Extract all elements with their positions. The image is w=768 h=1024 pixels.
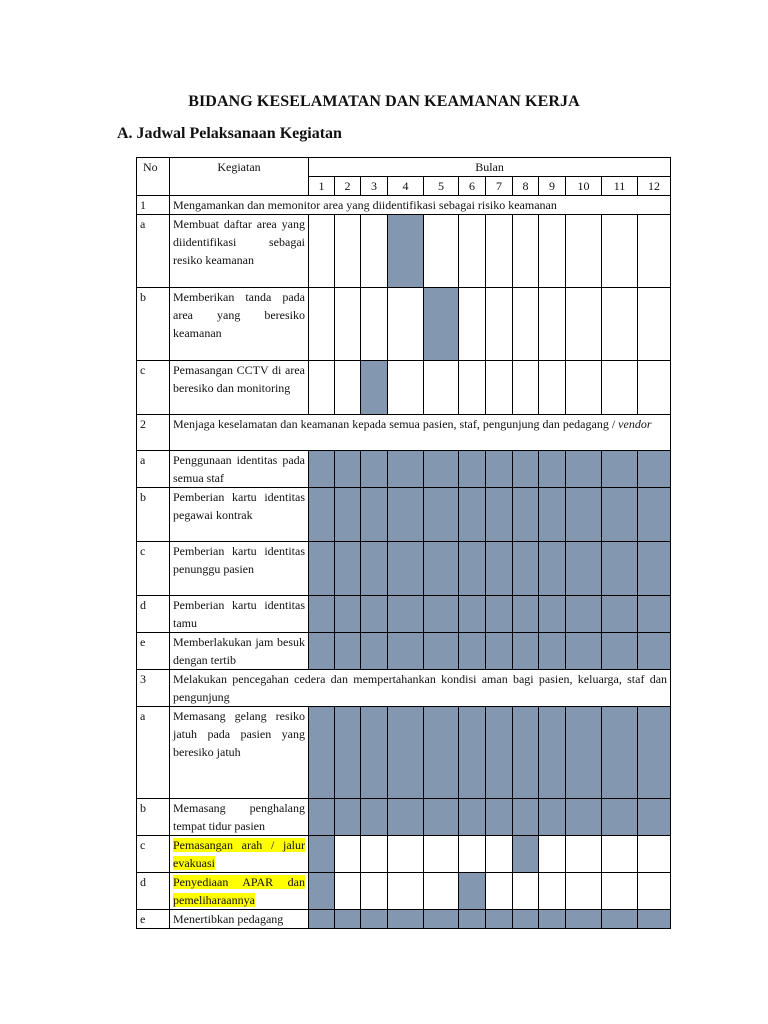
schedule-cell-month-1 (309, 288, 335, 361)
schedule-cell-month-10 (566, 910, 602, 929)
schedule-cell-month-3 (361, 633, 388, 670)
schedule-cell-month-8 (513, 542, 539, 596)
schedule-cell-month-6 (459, 596, 486, 633)
schedule-cell-month-7 (486, 488, 513, 542)
activity-name (170, 288, 309, 361)
schedule-cell-month-10 (566, 836, 602, 873)
schedule-cell-month-3 (361, 215, 388, 288)
group-description-text: Mengamankan dan memonitor area yang diidentifikasi sebagai risiko keamanan (173, 198, 557, 212)
table-body (137, 196, 671, 929)
schedule-cell-month-8 (513, 596, 539, 633)
schedule-cell-month-3 (361, 288, 388, 361)
schedule-cell-month-12 (638, 288, 671, 361)
activity-letter: e (137, 633, 170, 670)
activity-letter: a (137, 451, 170, 488)
schedule-cell-month-12 (638, 542, 671, 596)
schedule-cell-month-2 (335, 288, 361, 361)
schedule-cell-month-8 (513, 361, 539, 415)
schedule-cell-month-6 (459, 215, 486, 288)
schedule-cell-month-1 (309, 596, 335, 633)
schedule-cell-month-7 (486, 288, 513, 361)
schedule-cell-month-4 (388, 361, 424, 415)
schedule-cell-month-9 (539, 799, 566, 836)
schedule-cell-month-4 (388, 596, 424, 633)
schedule-cell-month-8 (513, 451, 539, 488)
schedule-cell-month-10 (566, 288, 602, 361)
schedule-cell-month-10 (566, 451, 602, 488)
schedule-cell-month-10 (566, 873, 602, 910)
activity-row (137, 542, 671, 596)
month-header-6: 6 (459, 177, 486, 196)
schedule-cell-month-1 (309, 488, 335, 542)
month-header-1: 1 (309, 177, 335, 196)
schedule-cell-month-2 (335, 488, 361, 542)
schedule-cell-month-8 (513, 910, 539, 929)
schedule-cell-month-4 (388, 215, 424, 288)
header-activity: Kegiatan (170, 158, 309, 196)
schedule-cell-month-9 (539, 542, 566, 596)
activity-name-text: Pemberian kartu identitas tamu (173, 598, 305, 630)
header-no: No (137, 158, 170, 196)
schedule-cell-month-6 (459, 488, 486, 542)
schedule-cell-month-9 (539, 910, 566, 929)
activity-name (170, 542, 309, 596)
activity-name-text: Penyediaan APAR dan pemeliharaannya (173, 875, 305, 907)
schedule-cell-month-12 (638, 836, 671, 873)
schedule-cell-month-11 (602, 451, 638, 488)
schedule-cell-month-7 (486, 910, 513, 929)
schedule-cell-month-11 (602, 215, 638, 288)
group-number: 3 (137, 670, 170, 707)
schedule-cell-month-9 (539, 873, 566, 910)
schedule-cell-month-10 (566, 707, 602, 799)
schedule-cell-month-9 (539, 451, 566, 488)
activity-row (137, 596, 671, 633)
group-description (170, 415, 671, 451)
group-description-italic: vendor (618, 417, 652, 431)
schedule-cell-month-3 (361, 910, 388, 929)
month-header-9: 9 (539, 177, 566, 196)
group-row (137, 196, 671, 215)
schedule-cell-month-10 (566, 488, 602, 542)
activity-name-text: Pemasangan CCTV di area beresiko dan monitoring (173, 363, 305, 395)
activity-name-text: Memasang gelang resiko jatuh pada pasien yang beresiko jatuh (173, 709, 305, 759)
schedule-cell-month-6 (459, 288, 486, 361)
activity-name-text: Memberlakukan jam besuk dengan tertib (173, 635, 305, 667)
schedule-cell-month-4 (388, 288, 424, 361)
schedule-cell-month-11 (602, 488, 638, 542)
schedule-cell-month-1 (309, 542, 335, 596)
schedule-cell-month-10 (566, 799, 602, 836)
activity-name-text: Pemberian kartu identitas pegawai kontrak (173, 490, 305, 522)
schedule-cell-month-8 (513, 633, 539, 670)
schedule-cell-month-2 (335, 873, 361, 910)
schedule-cell-month-1 (309, 451, 335, 488)
schedule-cell-month-5 (424, 707, 459, 799)
activity-name-text: Memasang penghalang tempat tidur pasien (173, 801, 305, 833)
activity-letter: d (137, 873, 170, 910)
schedule-cell-month-4 (388, 542, 424, 596)
schedule-cell-month-4 (388, 488, 424, 542)
activity-name (170, 633, 309, 670)
schedule-cell-month-7 (486, 451, 513, 488)
schedule-cell-month-1 (309, 215, 335, 288)
schedule-cell-month-9 (539, 288, 566, 361)
schedule-cell-month-5 (424, 361, 459, 415)
activity-letter: d (137, 596, 170, 633)
activity-name (170, 488, 309, 542)
schedule-cell-month-12 (638, 488, 671, 542)
group-number: 2 (137, 415, 170, 451)
activity-row (137, 488, 671, 542)
activity-name (170, 596, 309, 633)
group-row (137, 415, 671, 451)
month-header-7: 7 (486, 177, 513, 196)
schedule-cell-month-11 (602, 707, 638, 799)
month-header-4: 4 (388, 177, 424, 196)
schedule-cell-month-10 (566, 215, 602, 288)
activity-name (170, 707, 309, 799)
schedule-cell-month-5 (424, 633, 459, 670)
activity-name (170, 910, 309, 929)
schedule-cell-month-3 (361, 596, 388, 633)
schedule-cell-month-1 (309, 361, 335, 415)
schedule-cell-month-1 (309, 873, 335, 910)
schedule-cell-month-6 (459, 799, 486, 836)
month-header-3: 3 (361, 177, 388, 196)
activity-row (137, 633, 671, 670)
schedule-cell-month-2 (335, 215, 361, 288)
schedule-cell-month-11 (602, 596, 638, 633)
activity-letter: b (137, 488, 170, 542)
schedule-cell-month-7 (486, 215, 513, 288)
schedule-cell-month-6 (459, 836, 486, 873)
schedule-cell-month-11 (602, 873, 638, 910)
schedule-cell-month-10 (566, 633, 602, 670)
schedule-cell-month-4 (388, 707, 424, 799)
group-description (170, 670, 671, 707)
schedule-cell-month-6 (459, 451, 486, 488)
table-header-row (137, 158, 671, 177)
schedule-cell-month-2 (335, 910, 361, 929)
schedule-table (136, 157, 671, 929)
activity-row (137, 361, 671, 415)
month-header-2: 2 (335, 177, 361, 196)
activity-row (137, 451, 671, 488)
schedule-cell-month-1 (309, 707, 335, 799)
schedule-cell-month-2 (335, 542, 361, 596)
schedule-cell-month-5 (424, 799, 459, 836)
activity-row (137, 215, 671, 288)
schedule-cell-month-4 (388, 451, 424, 488)
schedule-cell-month-12 (638, 215, 671, 288)
activity-letter: e (137, 910, 170, 929)
schedule-cell-month-8 (513, 873, 539, 910)
schedule-cell-month-12 (638, 451, 671, 488)
schedule-cell-month-6 (459, 873, 486, 910)
schedule-cell-month-11 (602, 542, 638, 596)
activity-row (137, 836, 671, 873)
group-description-text: Menjaga keselamatan dan keamanan kepada semua pasien, staf, pengunjung dan pedagang / (173, 417, 616, 431)
schedule-cell-month-5 (424, 288, 459, 361)
schedule-cell-month-10 (566, 361, 602, 415)
activity-letter: c (137, 836, 170, 873)
schedule-cell-month-7 (486, 707, 513, 799)
schedule-cell-month-3 (361, 836, 388, 873)
schedule-cell-month-2 (335, 361, 361, 415)
schedule-cell-month-7 (486, 542, 513, 596)
schedule-cell-month-6 (459, 910, 486, 929)
schedule-cell-month-9 (539, 633, 566, 670)
group-description-text: Melakukan pencegahan cedera dan mempertahankan kondisi aman bagi pasien, keluarga, staf dan pengunjung (173, 672, 668, 704)
activity-letter: c (137, 361, 170, 415)
schedule-cell-month-6 (459, 542, 486, 596)
schedule-cell-month-12 (638, 910, 671, 929)
group-description (170, 196, 671, 215)
schedule-cell-month-7 (486, 361, 513, 415)
section-title: A. Jadwal Pelaksanaan Kegiatan (117, 125, 342, 142)
schedule-cell-month-1 (309, 799, 335, 836)
schedule-cell-month-11 (602, 288, 638, 361)
schedule-cell-month-2 (335, 836, 361, 873)
schedule-cell-month-5 (424, 596, 459, 633)
schedule-cell-month-8 (513, 488, 539, 542)
activity-letter: a (137, 707, 170, 799)
activity-name-text: Memberikan tanda pada area yang beresiko keamanan (173, 290, 305, 340)
schedule-cell-month-5 (424, 215, 459, 288)
schedule-cell-month-5 (424, 873, 459, 910)
activity-row (137, 288, 671, 361)
activity-row (137, 873, 671, 910)
month-header-12: 12 (638, 177, 671, 196)
schedule-cell-month-9 (539, 215, 566, 288)
activity-name (170, 836, 309, 873)
schedule-cell-month-6 (459, 707, 486, 799)
activity-name (170, 361, 309, 415)
activity-name (170, 451, 309, 488)
schedule-cell-month-5 (424, 836, 459, 873)
schedule-cell-month-5 (424, 451, 459, 488)
schedule-cell-month-5 (424, 910, 459, 929)
schedule-cell-month-10 (566, 596, 602, 633)
header-months-group: Bulan (309, 158, 671, 177)
month-header-5: 5 (424, 177, 459, 196)
month-header-8: 8 (513, 177, 539, 196)
schedule-cell-month-2 (335, 451, 361, 488)
month-header-11: 11 (602, 177, 638, 196)
activity-name (170, 873, 309, 910)
group-number: 1 (137, 196, 170, 215)
activity-letter: b (137, 799, 170, 836)
activity-name-text: Pemasangan arah / jalur evakuasi (173, 838, 305, 870)
schedule-cell-month-11 (602, 910, 638, 929)
schedule-cell-month-8 (513, 215, 539, 288)
schedule-cell-month-3 (361, 799, 388, 836)
schedule-cell-month-9 (539, 596, 566, 633)
schedule-cell-month-9 (539, 488, 566, 542)
activity-letter: c (137, 542, 170, 596)
schedule-cell-month-8 (513, 799, 539, 836)
document-title: BIDANG KESELAMATAN DAN KEAMANAN KERJA (188, 93, 580, 110)
activity-row (137, 799, 671, 836)
activity-row (137, 707, 671, 799)
activity-row (137, 910, 671, 929)
activity-name (170, 799, 309, 836)
schedule-cell-month-7 (486, 873, 513, 910)
schedule-cell-month-8 (513, 836, 539, 873)
schedule-cell-month-8 (513, 288, 539, 361)
schedule-cell-month-11 (602, 836, 638, 873)
schedule-cell-month-4 (388, 873, 424, 910)
activity-name-text: Membuat daftar area yang diidentifikasi sebagai resiko keamanan (173, 217, 305, 267)
schedule-cell-month-7 (486, 633, 513, 670)
schedule-cell-month-12 (638, 707, 671, 799)
schedule-cell-month-11 (602, 633, 638, 670)
schedule-cell-month-2 (335, 633, 361, 670)
schedule-cell-month-9 (539, 361, 566, 415)
schedule-cell-month-9 (539, 836, 566, 873)
schedule-cell-month-7 (486, 596, 513, 633)
schedule-cell-month-7 (486, 799, 513, 836)
schedule-cell-month-4 (388, 799, 424, 836)
schedule-cell-month-12 (638, 361, 671, 415)
schedule-cell-month-5 (424, 488, 459, 542)
schedule-cell-month-11 (602, 361, 638, 415)
schedule-cell-month-4 (388, 836, 424, 873)
schedule-cell-month-3 (361, 873, 388, 910)
schedule-cell-month-10 (566, 542, 602, 596)
schedule-cell-month-5 (424, 542, 459, 596)
schedule-cell-month-1 (309, 910, 335, 929)
activity-letter: b (137, 288, 170, 361)
schedule-cell-month-2 (335, 799, 361, 836)
schedule-cell-month-3 (361, 488, 388, 542)
schedule-cell-month-4 (388, 633, 424, 670)
schedule-cell-month-3 (361, 361, 388, 415)
activity-name-text: Menertibkan pedagang (173, 912, 284, 926)
schedule-cell-month-11 (602, 799, 638, 836)
schedule-cell-month-3 (361, 542, 388, 596)
schedule-cell-month-2 (335, 707, 361, 799)
schedule-cell-month-6 (459, 633, 486, 670)
schedule-cell-month-12 (638, 799, 671, 836)
schedule-cell-month-9 (539, 707, 566, 799)
schedule-cell-month-1 (309, 836, 335, 873)
schedule-cell-month-8 (513, 707, 539, 799)
schedule-cell-month-2 (335, 596, 361, 633)
schedule-cell-month-12 (638, 596, 671, 633)
schedule-cell-month-6 (459, 361, 486, 415)
activity-name-text: Pemberian kartu identitas penunggu pasien (173, 544, 305, 576)
activity-letter: a (137, 215, 170, 288)
schedule-cell-month-3 (361, 451, 388, 488)
group-row (137, 670, 671, 707)
schedule-cell-month-3 (361, 707, 388, 799)
activity-name (170, 215, 309, 288)
schedule-cell-month-7 (486, 836, 513, 873)
month-header-10: 10 (566, 177, 602, 196)
schedule-cell-month-1 (309, 633, 335, 670)
schedule-cell-month-12 (638, 873, 671, 910)
schedule-cell-month-12 (638, 633, 671, 670)
schedule-cell-month-4 (388, 910, 424, 929)
activity-name-text: Penggunaan identitas pada semua staf (173, 453, 305, 485)
